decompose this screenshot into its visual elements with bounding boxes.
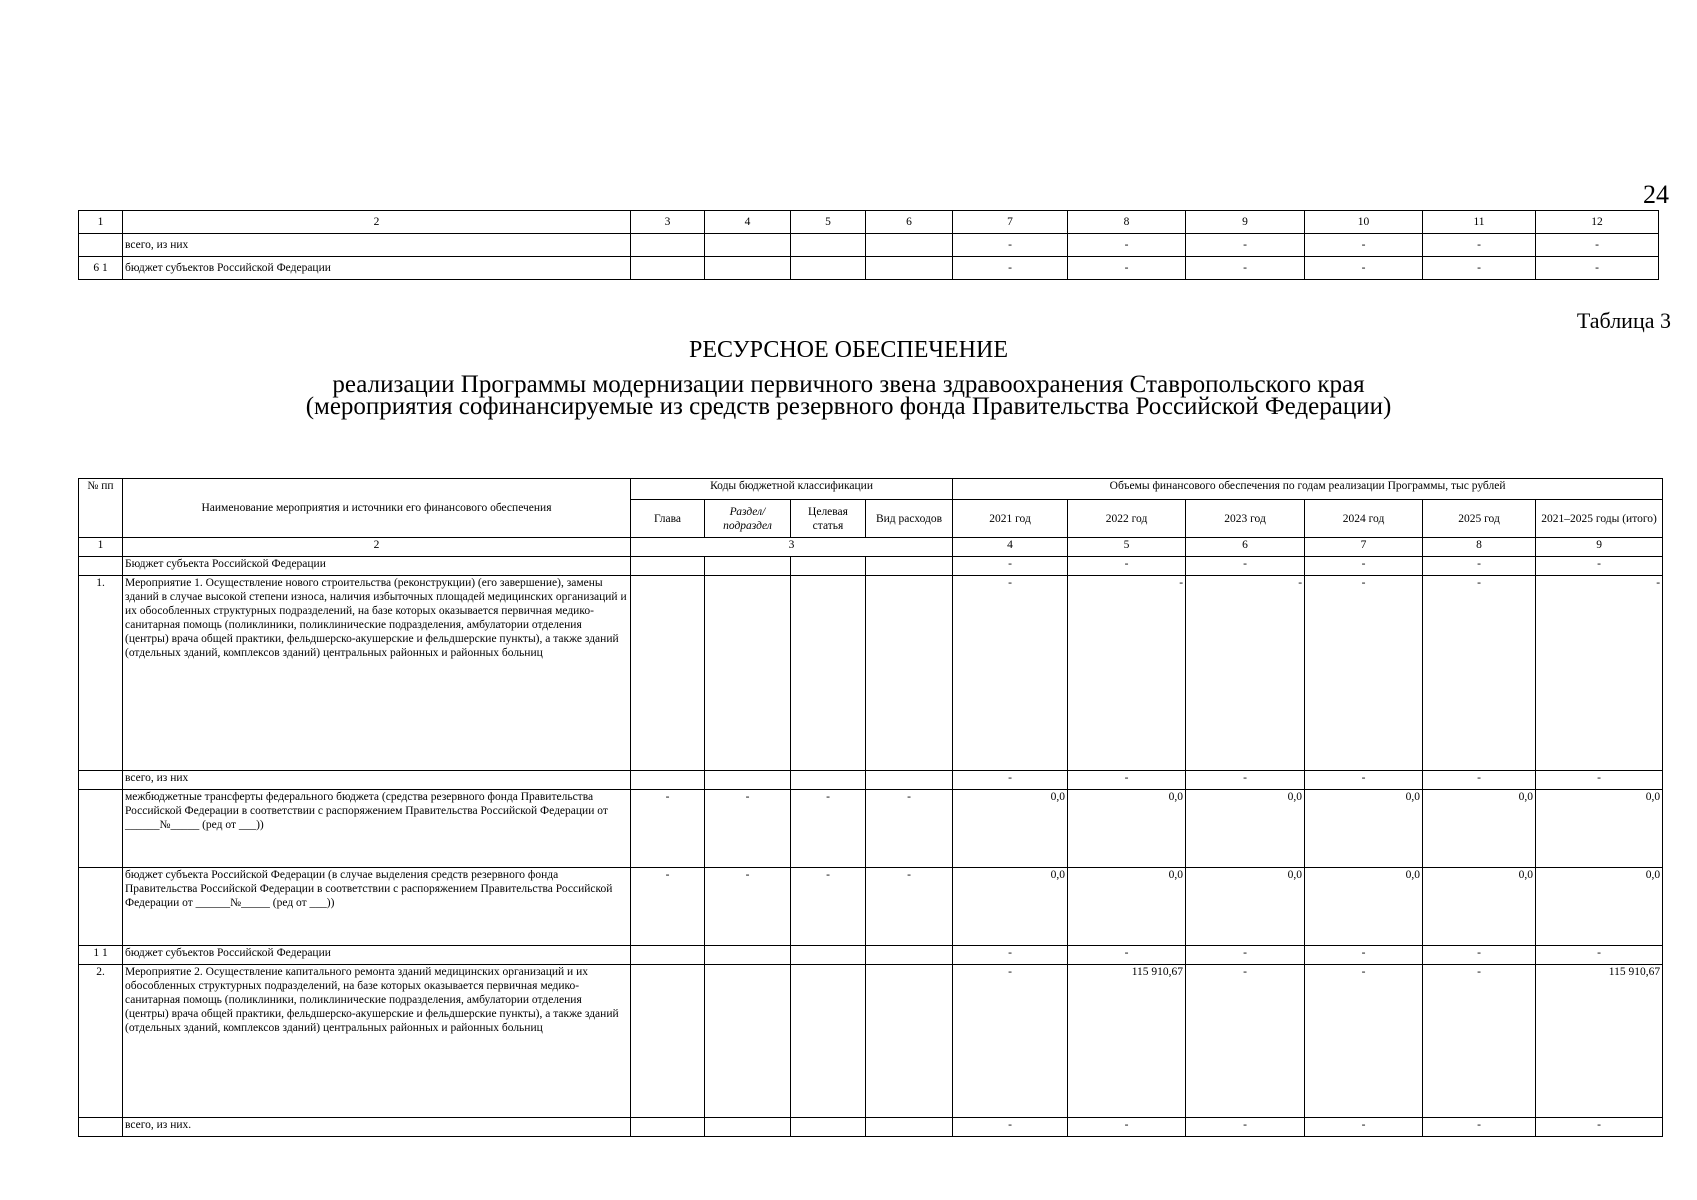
cell: - <box>1536 234 1659 257</box>
cell: 0,0 <box>1423 790 1536 868</box>
cell <box>631 576 705 771</box>
cell <box>705 946 791 965</box>
cell <box>631 234 705 257</box>
cell: - <box>1423 771 1536 790</box>
cell: - <box>1305 771 1423 790</box>
cell: 0,0 <box>1186 868 1305 946</box>
cell: - <box>1068 946 1186 965</box>
cell <box>705 771 791 790</box>
cell: 0,0 <box>1536 868 1663 946</box>
continuation-header-row <box>79 211 1659 234</box>
row-name: бюджет субъектов Российской Федерации <box>123 257 631 280</box>
table-label: Таблица 3 <box>1576 308 1671 333</box>
row-num: 2. <box>79 965 123 1118</box>
cell: - <box>705 868 791 946</box>
header-year: 2021 год <box>953 500 1068 538</box>
header-name: Наименование мероприятия и источники его финансового обеспечения <box>123 479 631 538</box>
cell <box>705 965 791 1118</box>
cell: - <box>866 790 953 868</box>
cell <box>631 1118 705 1137</box>
table-row <box>79 257 1659 280</box>
cell: - <box>1305 234 1423 257</box>
header-num: № пп <box>79 479 123 538</box>
cell: - <box>1305 257 1423 280</box>
table-row <box>79 946 1663 965</box>
row-num <box>79 1118 123 1137</box>
cell: - <box>1068 1118 1186 1137</box>
cell <box>866 1118 953 1137</box>
cell: - <box>1068 234 1186 257</box>
col-num: 3 <box>631 211 705 234</box>
cell: 0,0 <box>953 868 1068 946</box>
cell: - <box>953 576 1068 771</box>
header-code-razdel: Раздел/ подраздел <box>705 500 791 538</box>
col-num: 8 <box>1068 211 1186 234</box>
cell: - <box>1186 257 1305 280</box>
cell <box>705 1118 791 1137</box>
document-subtitle-line1: реализации Программы модернизации первичного звена здравоохранения Ставропольского края <box>332 371 1365 398</box>
row-name: всего, из них <box>123 234 631 257</box>
cell: - <box>1536 576 1663 771</box>
cell: 0,0 <box>1536 790 1663 868</box>
cell: - <box>953 946 1068 965</box>
cell: - <box>631 868 705 946</box>
table-row <box>79 557 1663 576</box>
header-year: 2022 год <box>1068 500 1186 538</box>
resource-table <box>78 478 1663 1137</box>
cell <box>866 257 953 280</box>
cell <box>866 771 953 790</box>
header-year: 2023 год <box>1186 500 1305 538</box>
cell <box>866 234 953 257</box>
col-num: 4 <box>705 211 791 234</box>
cell: - <box>1423 965 1536 1118</box>
cell: 115 910,67 <box>1068 965 1186 1118</box>
cell: - <box>705 790 791 868</box>
colnum: 8 <box>1423 538 1536 557</box>
colnum: 3 <box>631 538 953 557</box>
cell <box>705 576 791 771</box>
row-num <box>79 868 123 946</box>
colnum: 2 <box>123 538 631 557</box>
cell <box>866 557 953 576</box>
cell <box>866 576 953 771</box>
cell: - <box>631 790 705 868</box>
page-number: 24 <box>1643 180 1669 209</box>
row-num: 6 1 <box>79 257 123 280</box>
row-name: межбюджетные трансферты федерального бюджета (средства резервного фонда Правительства Российской Федерации в соответствии с распоряжением Правительства Российской Федерации от ______№_____ (ред от ___)) <box>123 790 631 868</box>
cell: - <box>953 557 1068 576</box>
row-name: всего, из них. <box>123 1118 631 1137</box>
cell: - <box>1068 557 1186 576</box>
cell: - <box>1423 234 1536 257</box>
cell: - <box>1536 557 1663 576</box>
cell <box>791 946 866 965</box>
colnum: 4 <box>953 538 1068 557</box>
col-num: 7 <box>953 211 1068 234</box>
row-name: Мероприятие 2. Осуществление капитального ремонта зданий медицинских организаций и их обособленных структурных подразделений, на базе которых оказывается первичная медико-санитарная помощь (поликлиники, поликлинические подразделения, амбулатории отделения (центры) врача общей практики, фельдшерско-акушерские и фельдшерские пункты), а также зданий (отдельных зданий, комплексов зданий) центральных районных и районных больниц <box>123 965 631 1118</box>
col-num: 5 <box>791 211 866 234</box>
row-name: бюджет субъектов Российской Федерации <box>123 946 631 965</box>
cell: 0,0 <box>1068 868 1186 946</box>
header-code-statya: Целевая статья <box>791 500 866 538</box>
cell: - <box>1186 1118 1305 1137</box>
table-row <box>79 790 1663 868</box>
cell: - <box>1423 557 1536 576</box>
cell <box>705 257 791 280</box>
cell: - <box>1068 771 1186 790</box>
table-row <box>79 576 1663 771</box>
cell: - <box>1423 1118 1536 1137</box>
cell: - <box>1536 1118 1663 1137</box>
cell <box>791 965 866 1118</box>
cell <box>705 557 791 576</box>
col-num: 1 <box>79 211 123 234</box>
cell: - <box>1186 557 1305 576</box>
header-year: 2024 год <box>1305 500 1423 538</box>
table-row <box>79 868 1663 946</box>
cell: - <box>1536 257 1659 280</box>
table-row <box>79 965 1663 1118</box>
colnum: 1 <box>79 538 123 557</box>
cell <box>791 557 866 576</box>
cell: - <box>1423 946 1536 965</box>
table-row <box>79 234 1659 257</box>
table-row <box>79 1118 1663 1137</box>
col-num: 11 <box>1423 211 1536 234</box>
header-year-total: 2021–2025 годы (итого) <box>1536 500 1663 538</box>
cell: - <box>866 868 953 946</box>
cell <box>791 234 866 257</box>
cell <box>866 946 953 965</box>
cell <box>791 771 866 790</box>
col-num: 2 <box>123 211 631 234</box>
header-volumes: Объемы финансового обеспечения по годам реализации Программы, тыс рублей <box>953 479 1663 500</box>
cell: 0,0 <box>1068 790 1186 868</box>
row-name: Бюджет субъекта Российской Федерации <box>123 557 631 576</box>
cell: - <box>953 1118 1068 1137</box>
cell: 0,0 <box>1305 868 1423 946</box>
cell <box>791 1118 866 1137</box>
colnum: 6 <box>1186 538 1305 557</box>
cell: - <box>791 868 866 946</box>
cell: - <box>1068 257 1186 280</box>
cell <box>631 946 705 965</box>
cell: - <box>953 257 1068 280</box>
row-name: бюджет субъекта Российской Федерации (в случае выделения средств резервного фонда Правительства Российской Федерации в соответствии с распоряжением Правительства Российской Федерации от ______№_____ (ред от ___)) <box>123 868 631 946</box>
row-num <box>79 234 123 257</box>
cell: - <box>1423 576 1536 771</box>
col-num: 9 <box>1186 211 1305 234</box>
cell: - <box>1423 257 1536 280</box>
cell <box>791 257 866 280</box>
cell: - <box>953 771 1068 790</box>
cell <box>631 771 705 790</box>
cell: - <box>1186 576 1305 771</box>
header-row <box>79 479 1663 500</box>
row-name: Мероприятие 1. Осуществление нового строительства (реконструкции) (его завершение), замены зданий в случае высокой степени износа, наличия избыточных площадей медицинских организаций и их обособленных структурных подразделений, на базе которых оказывается первичная медико-санитарная помощь (поликлиники, поликлинические подразделения, амбулатории отделения (центры) врача общей практики, фельдшерско-акушерские и фельдшерские пункты), а также зданий (отдельных зданий, комплексов зданий) центральных районных и районных больниц <box>123 576 631 771</box>
cell: - <box>1068 576 1186 771</box>
cell <box>791 576 866 771</box>
table-row <box>79 771 1663 790</box>
cell: 0,0 <box>953 790 1068 868</box>
cell: 0,0 <box>1423 868 1536 946</box>
cell: - <box>953 234 1068 257</box>
cell: - <box>1186 234 1305 257</box>
header-codes: Коды бюджетной классификации <box>631 479 953 500</box>
row-num: 1. <box>79 576 123 771</box>
cell: - <box>1186 946 1305 965</box>
col-num: 10 <box>1305 211 1423 234</box>
colnum: 9 <box>1536 538 1663 557</box>
cell: - <box>1186 965 1305 1118</box>
cell: - <box>1536 771 1663 790</box>
header-code-vid: Вид расходов <box>866 500 953 538</box>
header-year: 2025 год <box>1423 500 1536 538</box>
cell: - <box>1186 771 1305 790</box>
row-num <box>79 771 123 790</box>
colnum: 7 <box>1305 538 1423 557</box>
colnum: 5 <box>1068 538 1186 557</box>
continuation-table <box>78 210 1659 280</box>
document-subtitle-line2: (мероприятия софинансируемые из средств резервного фонда Правительства Российской Федерации) <box>305 393 1392 420</box>
header-code-glava: Глава <box>631 500 705 538</box>
document-title: РЕСУРСНОЕ ОБЕСПЕЧЕНИЕ <box>688 337 1009 363</box>
cell: - <box>1305 576 1423 771</box>
cell <box>705 234 791 257</box>
cell <box>866 965 953 1118</box>
cell: 0,0 <box>1305 790 1423 868</box>
cell: - <box>1305 1118 1423 1137</box>
cell: - <box>1305 946 1423 965</box>
colnum-row <box>79 538 1663 557</box>
row-name: всего, из них <box>123 771 631 790</box>
cell: 115 910,67 <box>1536 965 1663 1118</box>
col-num: 6 <box>866 211 953 234</box>
row-num <box>79 557 123 576</box>
cell: - <box>1536 946 1663 965</box>
cell: - <box>791 790 866 868</box>
col-num: 12 <box>1536 211 1659 234</box>
row-num <box>79 790 123 868</box>
cell: - <box>1305 557 1423 576</box>
cell: 0,0 <box>1186 790 1305 868</box>
row-num: 1 1 <box>79 946 123 965</box>
cell <box>631 965 705 1118</box>
cell: - <box>953 965 1068 1118</box>
cell <box>631 257 705 280</box>
cell: - <box>1305 965 1423 1118</box>
cell <box>631 557 705 576</box>
